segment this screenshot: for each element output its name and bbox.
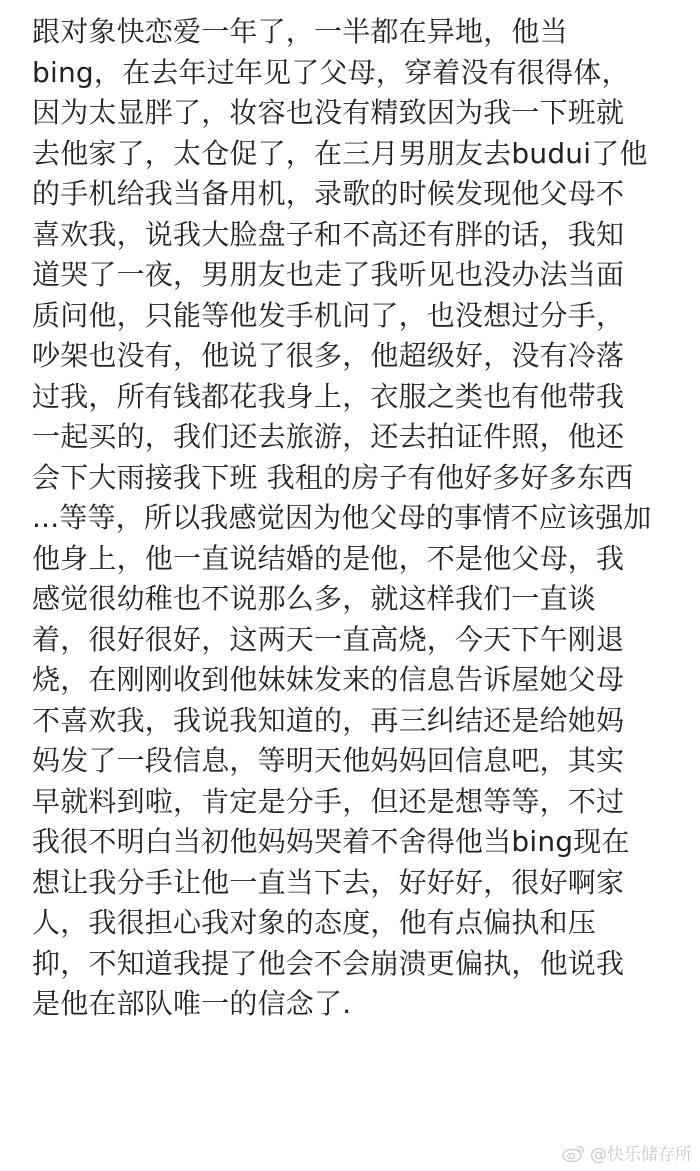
post-line: 质问他，只能等他发手机问了，也没想过分手，: [32, 298, 625, 332]
post-line: 道哭了一夜，男朋友也走了我听见也没办法当面: [32, 258, 625, 291]
post-body: [32, 12, 682, 1025]
post-line: 妈发了一段信息，等明天他妈妈回信息吧，其实: [32, 744, 625, 777]
post-line: 是他在部队唯一的信念了.: [32, 987, 352, 1020]
weibo-icon: [562, 1143, 586, 1163]
post-line: 早就料到啦，肯定是分手，但还是想等等，不过: [32, 784, 625, 818]
post-line: 会下大雨接我下班 我租的房子有他好多好多东西: [32, 460, 634, 494]
post-line: ...等等，所以我感觉因为他父母的事情不应该强加: [32, 501, 652, 534]
post-line: 抑，不知道我提了他会不会崩溃更偏执，他说我: [32, 946, 625, 980]
post-line: 我很不明白当初他妈妈哭着不舍得他当bing现在: [32, 825, 630, 858]
post-line: 过我，所有钱都花我身上，衣服之类也有他带我: [32, 379, 625, 413]
post-line: 吵架也没有，他说了很多，他超级好，没有冷落: [32, 339, 625, 372]
post-line: 他身上，他一直说结婚的是他，不是他父母，我: [32, 541, 625, 575]
watermark-text: @快乐储存所: [590, 1145, 692, 1165]
post-line: 一起买的，我们还去旅游，还去拍证件照，他还: [32, 420, 625, 453]
post-line: 去他家了，太仓促了，在三月男朋友去budui了他: [32, 136, 648, 170]
post-line: 喜欢我，说我大脸盘子和不高还有胖的话，我知: [32, 217, 625, 251]
post-line: 着，很好很好，这两天一直高烧，今天下午刚退: [32, 622, 625, 656]
post-line: 烧，在刚刚收到他妹妹发来的信息告诉屋她父母: [32, 663, 625, 696]
post-line: 想让我分手让他一直当下去，好好好，很好啊家: [32, 865, 625, 899]
weibo-watermark: [562, 1140, 692, 1165]
post-line: 人，我很担心我对象的态度，他有点偏执和压: [32, 906, 597, 939]
post-line: 因为太显胖了，妆容也没有精致因为我一下班就: [32, 96, 625, 129]
post-line: 感觉很幼稚也不说那么多，就这样我们一直谈: [32, 582, 597, 615]
post-line: bing，在去年过年见了父母，穿着没有很得体，: [32, 55, 630, 89]
post-line: 不喜欢我，我说我知道的，再三纠结还是给她妈: [32, 703, 625, 737]
post-line: 跟对象快恋爱一年了，一半都在异地，他当: [32, 15, 568, 48]
post-line: 的手机给我当备用机，录歌的时候发现他父母不: [32, 177, 625, 210]
